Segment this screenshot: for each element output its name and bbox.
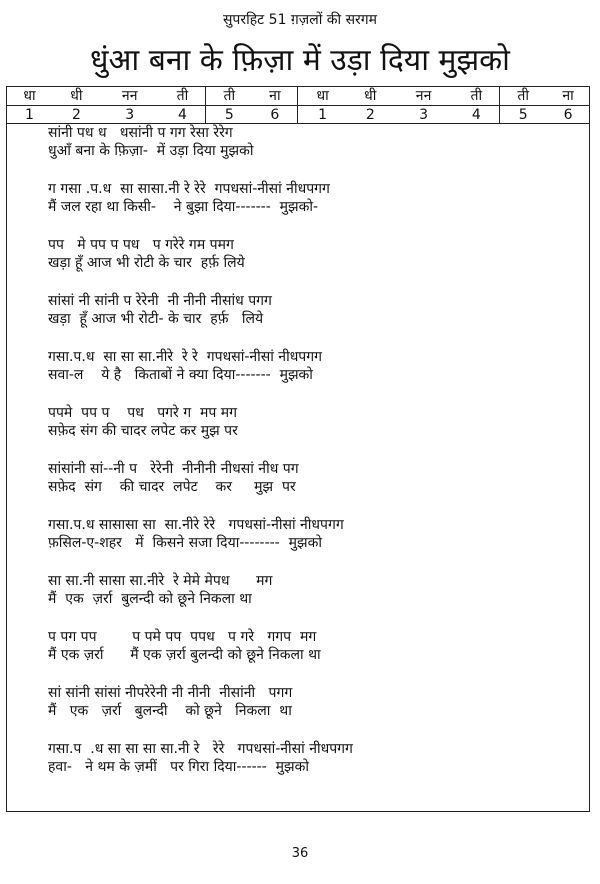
lyrics-line: मैं एक ज़र्रा मैं एक ज़र्रा बुलन्दी को छूने निकला था (48, 647, 321, 663)
beat-number: 4 (160, 106, 206, 124)
beat-number: 3 (100, 106, 160, 124)
notation-section (48, 124, 253, 160)
lyrics-line: धुआँ बना के फ़िज़ा- में उड़ा दिया मुझको (48, 143, 254, 159)
beat-number: 2 (53, 106, 100, 124)
notation-section (48, 404, 238, 440)
beat-syllable: धी (347, 86, 394, 106)
sargam-notes: सांनी पध ध धसांनी प गग रेसा रेरेग (48, 125, 233, 141)
beat-syllable: धी (53, 86, 100, 106)
lyrics-line: सफ़ेद संग की चादर लपेट कर मुझ पर (48, 423, 238, 439)
sargam-notes: प पग पप प पमे पप पपध प गरे गगप मग (48, 629, 317, 645)
book-header: सुपरहिट 51 ग़ज़लों की सरगम (222, 12, 378, 28)
notation-section (48, 628, 321, 664)
notation-section (48, 236, 245, 272)
notation-section (48, 572, 272, 608)
sargam-notes: पपमे पप प पध पगरे ग मप मग (48, 405, 238, 421)
notation-section (48, 348, 322, 384)
lyrics-line: सवा-ल ये है किताबों ने क्या दिया------- मुझको (48, 367, 313, 383)
beat-number: 3 (394, 106, 454, 124)
lyrics-line: हवा- ने थम के ज़मीं पर गिरा दिया------ मुझको (48, 759, 309, 775)
beat-syllable: नन (394, 86, 454, 106)
sargam-notes: गसा.प .ध सा सा सा सा.नी रे रेरे गपधसां-नीसां नीधपगग (48, 741, 353, 757)
beat-number: 2 (347, 106, 394, 124)
beat-number: 1 (6, 106, 53, 124)
beat-syllable: ना (252, 86, 298, 106)
beat-syllable: नन (100, 86, 160, 106)
beat-number: 5 (206, 106, 252, 124)
beat-syllable-row (6, 86, 590, 106)
beat-number: 1 (298, 106, 347, 124)
beat-syllable: ना (546, 86, 590, 106)
beat-syllable: धा (6, 86, 53, 106)
beat-syllable: धा (298, 86, 347, 106)
beat-syllable: ती (206, 86, 252, 106)
notation-section (48, 460, 299, 496)
notation-section (48, 180, 330, 216)
sargam-notes: गसा.प.ध सा सा सा.नीरे रे रे गपधसां-नीसां नीधपगग (48, 349, 323, 365)
song-title: धुंआ बना के फ़िज़ा में उड़ा दिया मुझको (90, 43, 510, 78)
page-number: 36 (291, 846, 309, 861)
sargam-notes: गसा.प.ध सासासा सा सा.नीरे रेरे गपधसां-नीसां नीधपगग (48, 517, 344, 533)
lyrics-line: मैं एक ज़र्रा बुलन्दी को छूने निकला था (48, 703, 292, 719)
sargam-notes: सांसांनी सां--नी प रेरेनी नीनीनी नीधसां नीध पग (48, 461, 299, 477)
sargam-notes: ग गसा .प.ध सा सासा.नी रे रेरे गपधसां-नीसां नीधपगग (48, 181, 330, 197)
beat-number-row (6, 106, 590, 124)
sargam-notes: सां सांनी सांसां नीपरेरेनी नी नीनी नीसांनी पगग (48, 685, 293, 701)
notation-section (48, 740, 353, 776)
lyrics-line: मैं जल रहा था किसी- ने बुझा दिया------- मुझको- (48, 199, 319, 215)
beat-number: 6 (546, 106, 590, 124)
notation-section (48, 516, 344, 552)
lyrics-line: सफ़ेद संग की चादर लपेट कर मुझ पर (48, 479, 296, 495)
sargam-notes: पप मे पप प पध प गरेरे गम पमग (48, 237, 234, 253)
beat-number: 6 (252, 106, 298, 124)
sargam-notes: सांसां नी सांनी प रेरेनी नी नीनी नीसांध पगग (48, 293, 272, 309)
lyrics-line: खड़ा हूँ आज भी रोटी के चार हर्फ़ लिये (48, 255, 245, 271)
notation-section (48, 684, 292, 720)
notation-section (48, 292, 272, 328)
sargam-notes: सा सा.नी सासा सा.नीरे रे मेमे मेपध मग (48, 573, 273, 589)
lyrics-line: खड़ा हूँ आज भी रोटी- के चार हर्फ़ लिये (48, 311, 264, 327)
lyrics-line: मैं एक ज़र्रा बुलन्दी को छूने निकला था (48, 591, 252, 607)
beat-number: 4 (453, 106, 499, 124)
beat-syllable: ती (453, 86, 499, 106)
lyrics-line: फ़सिल-ए-शहर में किसने सजा दिया-------- मुझको (48, 535, 322, 551)
beat-syllable: ती (160, 86, 206, 106)
beat-syllable: ती (500, 86, 546, 106)
beat-number: 5 (500, 106, 546, 124)
taal-beat-table (6, 86, 590, 124)
